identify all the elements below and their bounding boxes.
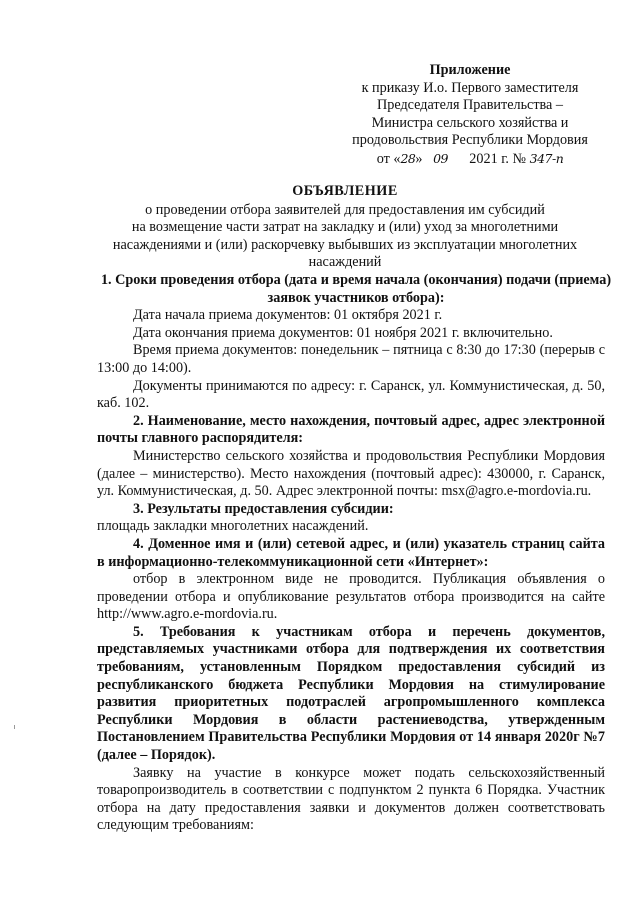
section-5-heading: 5. Требования к участникам отбора и перечень документов, представляемых участниками отбора для подтверждения их соответствия требованиям, установленным Порядком предоставления субсидий из республиканского бюджета Республики Мордовия на стимулирование развития приоритетных подотраслей агропромышленного комплекса Республики Мордовия в области растениеводства, утвержденным Постановлением Правительства Республики Мордовия от 14 января 2020г №7 (далее – Порядок). — [97, 623, 605, 764]
date-prefix: от « — [376, 150, 401, 167]
date-year: 2021 г. № — [469, 150, 527, 167]
section-1-heading: 1. Сроки проведения отбора (дата и время начала (окончания) подачи (приема) заявок участников отбора): — [100, 272, 612, 306]
section-1-hours: Время приема документов: понедельник – пятница с 8:30 до 17:30 (перерыв с 13:00 до 14:00). — [97, 342, 605, 376]
appendix-line-3: Министра сельского хозяйства и — [371, 114, 569, 131]
date-month-handwritten: 09 — [433, 150, 449, 166]
announcement-body — [97, 272, 612, 835]
announcement-subtitle-3: насаждениями и (или) раскорчевку выбывших из эксплуатации многолетних — [112, 236, 578, 253]
section-1-address: Документы принимаются по адресу: г. Саранск, ул. Коммунистическая, д. 50, каб. 102. — [97, 377, 605, 412]
date-day-handwritten: 28 — [400, 150, 416, 166]
section-4-heading: 4. Доменное имя и (или) сетевой адрес, и (или) указатель страниц сайта в информационно-телекоммуникационной сети «Интернет»: — [97, 535, 605, 570]
order-number-handwritten: 347-п — [529, 150, 564, 166]
announcement-header — [60, 183, 630, 272]
appendix-block — [330, 62, 610, 169]
section-4-text: отбор в электронном виде не проводится. Публикация объявления о проведении отбора и опубликование результатов отбора производится на сайте http://www.agro.e-mordovia.ru. — [97, 571, 605, 623]
section-3-heading: 3. Результаты предоставления субсидии: — [133, 500, 394, 517]
section-2-text: Министерство сельского хозяйства и продовольствия Республики Мордовия (далее – министерство). Место нахождения (почтовый адрес): 430000, г. Саранск, ул. Коммунистическая, д. 50. Адрес электронной почты: msx@agro.e-mordovia.ru. — [97, 447, 605, 500]
margin-mark — [14, 725, 15, 729]
appendix-line-2: Председателя Правительства – — [377, 97, 563, 114]
section-1-end-date: Дата окончания приема документов: 01 ноября 2021 г. включительно. — [133, 324, 553, 341]
announcement-subtitle-2: на возмещение части затрат на закладку и (или) уход за многолетними — [131, 219, 559, 236]
appendix-line-1: к приказу И.о. Первого заместителя — [361, 79, 579, 96]
appendix-date-line — [330, 150, 610, 169]
appendix-title: Приложение — [429, 62, 511, 78]
date-separator: » — [415, 150, 427, 167]
section-2-heading: 2. Наименование, место нахождения, почтовый адрес, адрес электронной почты главного распорядителя: — [97, 412, 605, 447]
announcement-subtitle-1: о проведении отбора заявителей для предоставления им субсидий — [145, 201, 545, 218]
announcement-subtitle-4: насаждений — [308, 254, 382, 271]
appendix-line-4: продовольствия Республики Мордовия — [352, 132, 588, 149]
section-5-text: Заявку на участие в конкурсе может подать сельскохозяйственный товаропроизводитель в соответствии с подпунктом 2 пункта 6 Порядка. Участник отбора на дату предоставления заявки и документов должен соответствовать следующим требованиям: — [97, 764, 605, 834]
section-1-start-date: Дата начала приема документов: 01 октября 2021 г. — [133, 307, 443, 324]
section-3-text: площадь закладки многолетних насаждений. — [97, 518, 369, 535]
announcement-title: ОБЪЯВЛЕНИЕ — [292, 183, 398, 199]
